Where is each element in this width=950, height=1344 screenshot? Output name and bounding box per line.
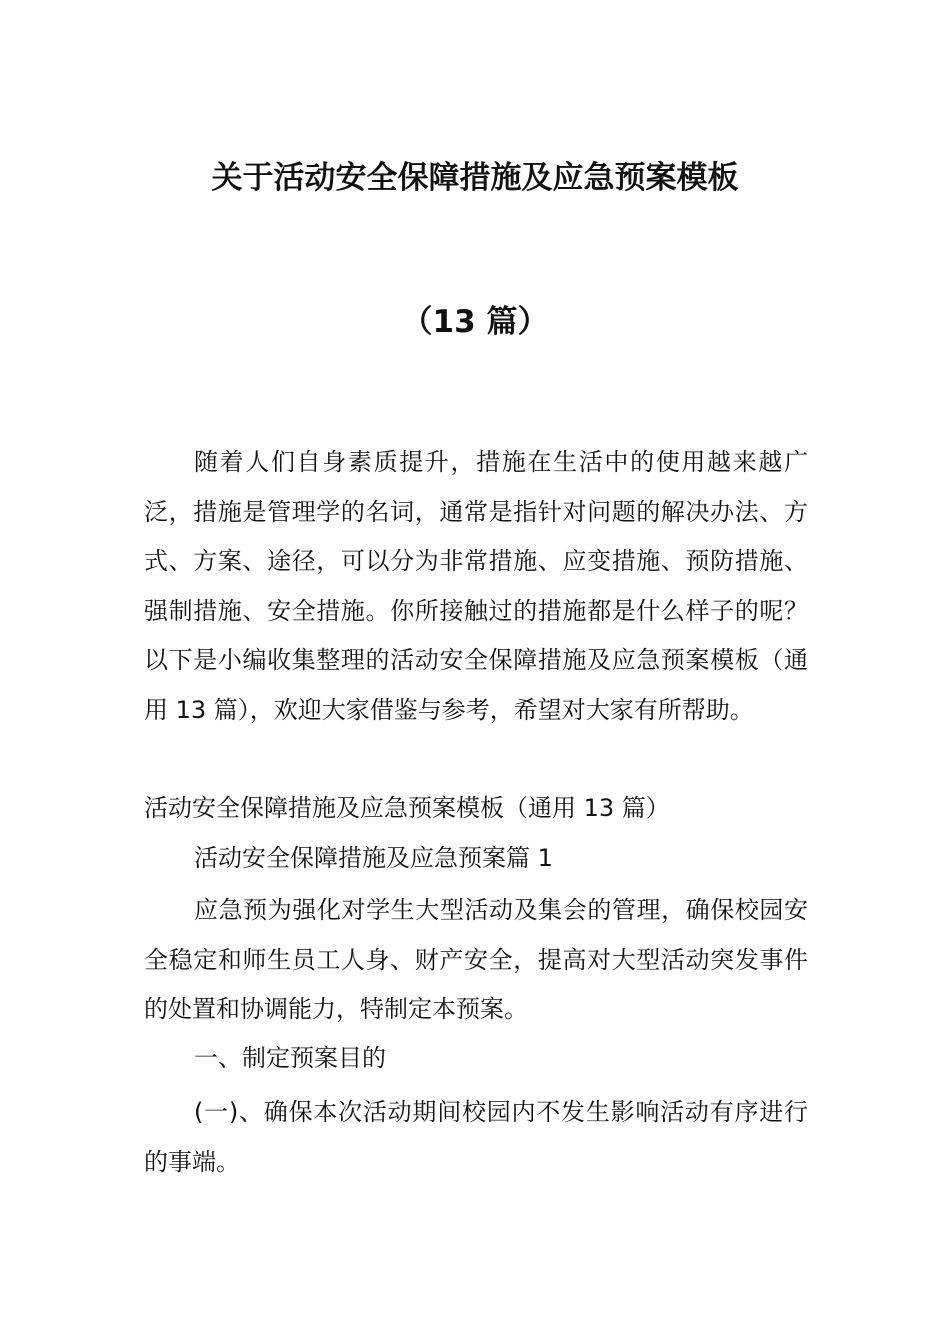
step-paragraph: (一)、确保本次活动期间校园内不发生影响活动有序进行的事端。	[144, 1098, 808, 1176]
step-heading: 一、制定预案目的	[194, 1044, 386, 1072]
section-paragraph: 应急预为强化对学生大型活动及集会的管理，确保校园安全稳定和师生员工人身、财产安全，提高对大型活动突发事件的处置和协调能力，特制定本预案。	[144, 896, 808, 1023]
doc-heading: 活动安全保障措施及应急预案模板（通用 13 篇）	[144, 794, 670, 822]
intro-paragraph: 随着人们自身素质提升，措施在生活中的使用越来越广泛，措施是管理学的名词，通常是指针对问题的解决办法、方式、方案、途径，可以分为非常措施、应变措施、预防措施、强制措施、安全措施。你所接触过的措施都是什么样子的呢？以下是小编收集整理的活动安全保障措施及应急预案模板（通用 13 篇），欢迎大家借鉴与参考，希望对大家有所帮助。	[144, 448, 808, 724]
document-subtitle: （13 篇）	[401, 304, 549, 340]
section-title: 活动安全保障措施及应急预案篇 1	[194, 844, 553, 872]
document-title: 关于活动安全保障措施及应急预案模板	[211, 160, 739, 196]
